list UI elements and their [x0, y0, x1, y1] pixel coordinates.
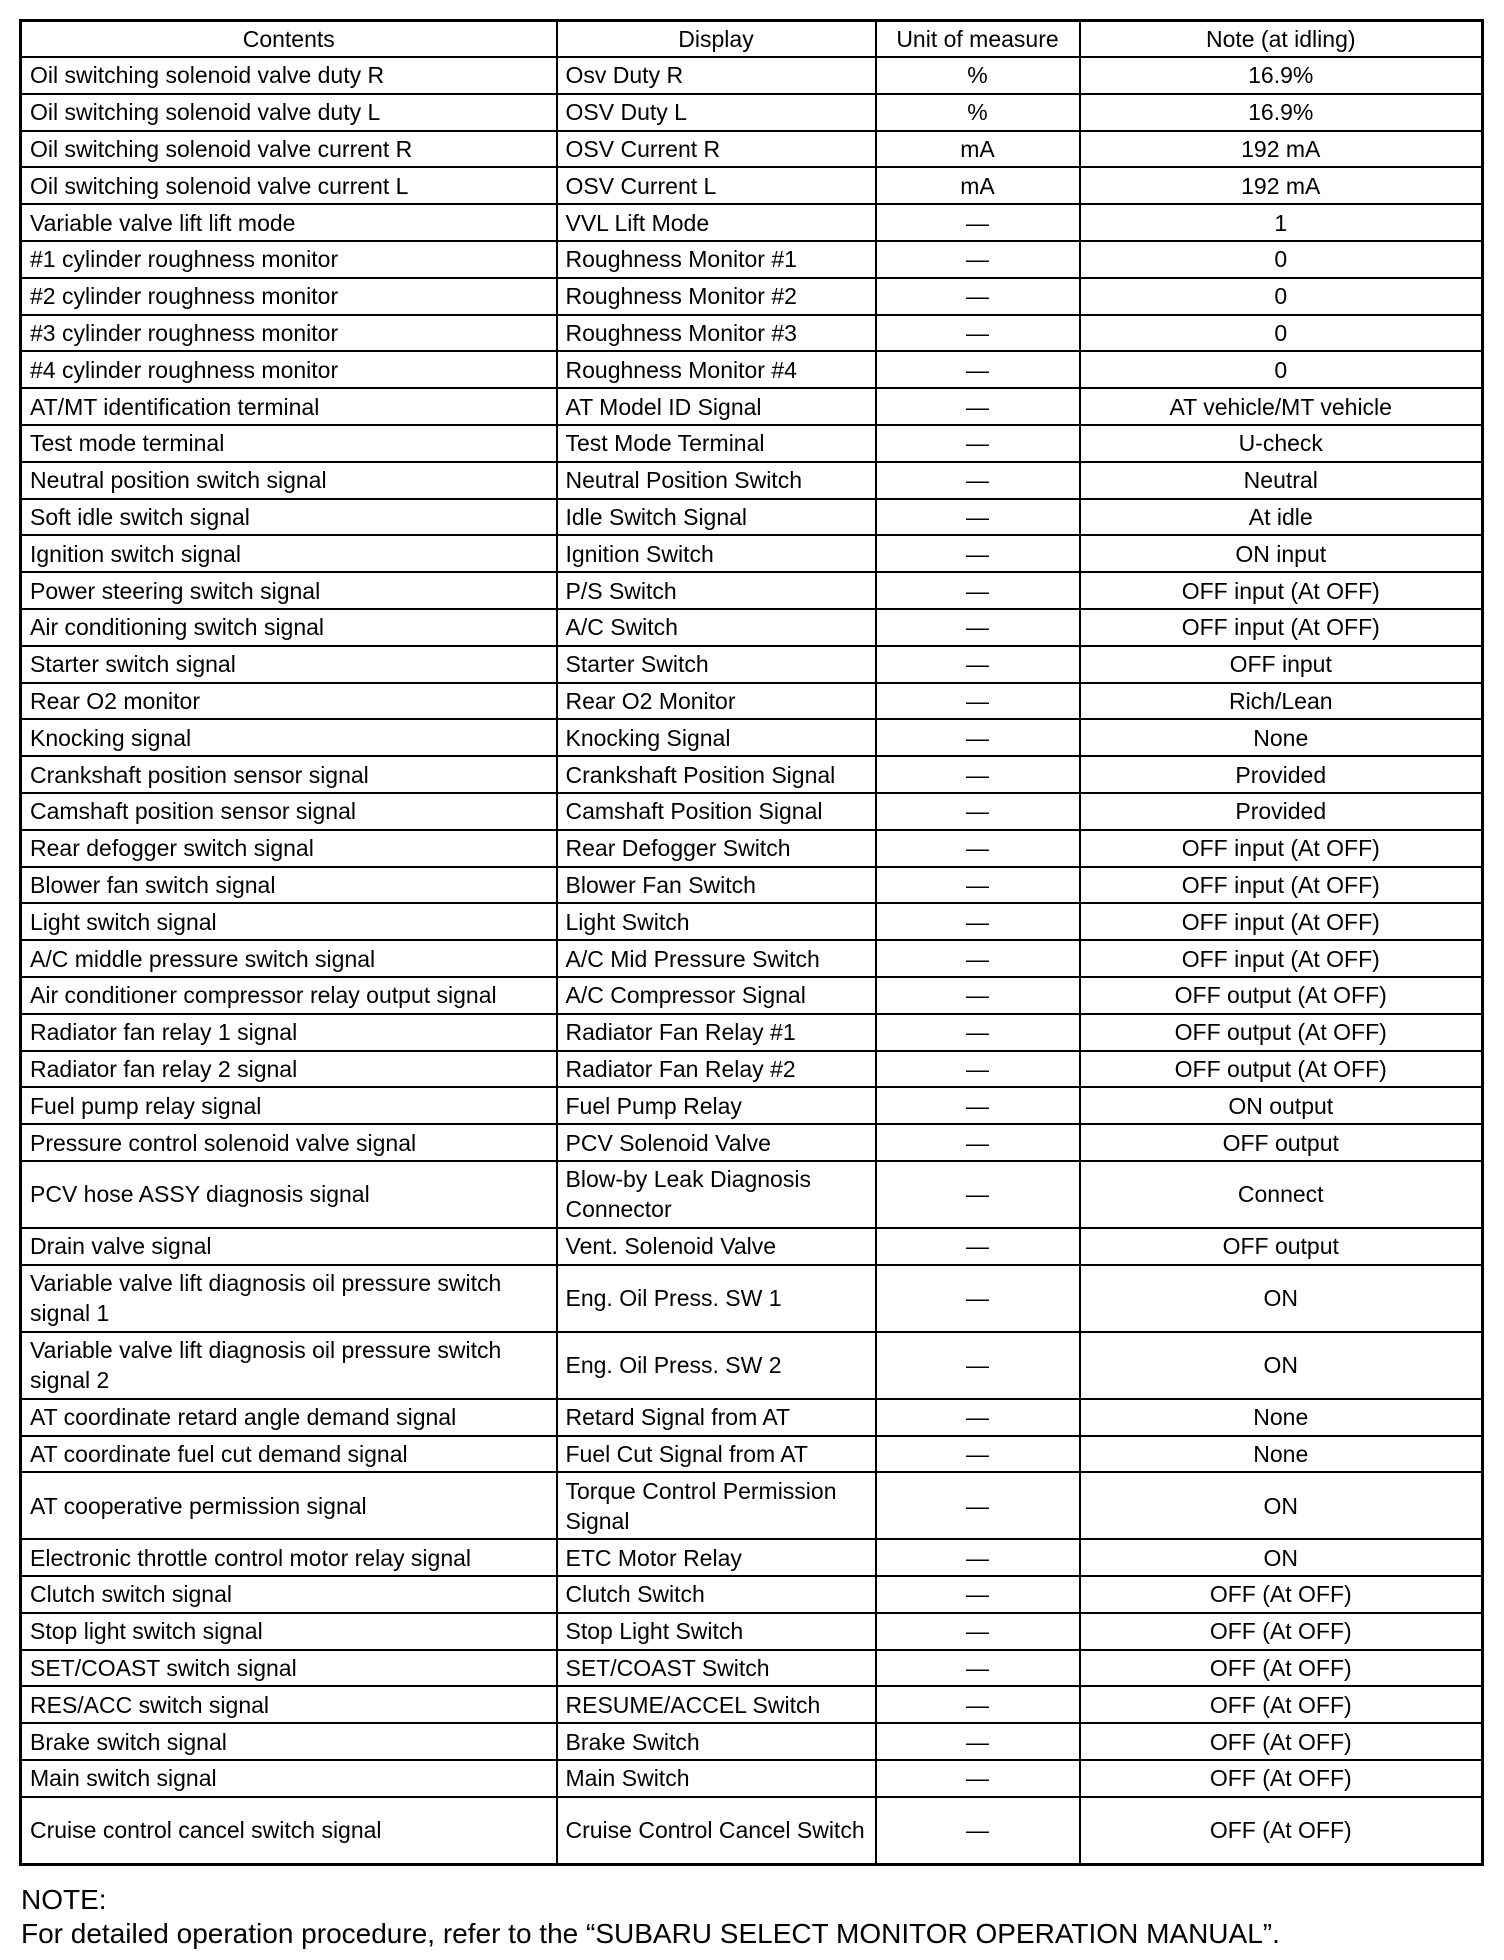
- cell-note: OFF (At OFF): [1080, 1723, 1483, 1760]
- cell-contents: Variable valve lift diagnosis oil pressure switch signal 1: [21, 1265, 557, 1332]
- cell-note: 0: [1080, 351, 1483, 388]
- table-row: [21, 646, 1483, 683]
- table-row: [21, 1613, 1483, 1650]
- cell-display: Knocking Signal: [557, 719, 876, 756]
- cell-display: Retard Signal from AT: [557, 1399, 876, 1436]
- cell-unit: —: [876, 1797, 1080, 1865]
- cell-note: 0: [1080, 315, 1483, 352]
- cell-display: OSV Current L: [557, 167, 876, 204]
- cell-display: P/S Switch: [557, 572, 876, 609]
- cell-note: OFF output: [1080, 1124, 1483, 1161]
- cell-display: Crankshaft Position Signal: [557, 756, 876, 793]
- cell-unit: —: [876, 867, 1080, 904]
- cell-display: Rear O2 Monitor: [557, 683, 876, 720]
- cell-contents: Neutral position switch signal: [21, 462, 557, 499]
- cell-note: OFF (At OFF): [1080, 1650, 1483, 1687]
- cell-contents: AT cooperative permission signal: [21, 1472, 557, 1539]
- cell-contents: Blower fan switch signal: [21, 867, 557, 904]
- cell-unit: —: [876, 1613, 1080, 1650]
- cell-contents: Clutch switch signal: [21, 1576, 557, 1613]
- table-row: [21, 1797, 1483, 1865]
- cell-unit: —: [876, 499, 1080, 536]
- cell-unit: —: [876, 1124, 1080, 1161]
- cell-unit: —: [876, 388, 1080, 425]
- cell-contents: Brake switch signal: [21, 1723, 557, 1760]
- cell-note: At idle: [1080, 499, 1483, 536]
- table-row: [21, 351, 1483, 388]
- cell-note: ON: [1080, 1332, 1483, 1399]
- cell-contents: Cruise control cancel switch signal: [21, 1797, 557, 1865]
- table-row: [21, 167, 1483, 204]
- cell-note: OFF (At OFF): [1080, 1613, 1483, 1650]
- table-row: [21, 1124, 1483, 1161]
- cell-unit: mA: [876, 167, 1080, 204]
- cell-note: 192 mA: [1080, 167, 1483, 204]
- cell-display: ETC Motor Relay: [557, 1539, 876, 1576]
- cell-note: Provided: [1080, 793, 1483, 830]
- cell-note: OFF (At OFF): [1080, 1760, 1483, 1797]
- table-row: [21, 499, 1483, 536]
- cell-contents: Crankshaft position sensor signal: [21, 756, 557, 793]
- table-row: [21, 609, 1483, 646]
- table-row: [21, 57, 1483, 94]
- cell-note: 16.9%: [1080, 94, 1483, 131]
- cell-display: OSV Current R: [557, 131, 876, 168]
- cell-unit: —: [876, 204, 1080, 241]
- cell-contents: Oil switching solenoid valve duty L: [21, 94, 557, 131]
- table-row: [21, 1686, 1483, 1723]
- cell-display: A/C Switch: [557, 609, 876, 646]
- cell-unit: —: [876, 315, 1080, 352]
- cell-contents: Variable valve lift lift mode: [21, 204, 557, 241]
- cell-note: Rich/Lean: [1080, 683, 1483, 720]
- header-unit: Unit of measure: [876, 21, 1080, 58]
- cell-contents: Stop light switch signal: [21, 1613, 557, 1650]
- table-row: [21, 1399, 1483, 1436]
- cell-note: OFF input (At OFF): [1080, 572, 1483, 609]
- cell-unit: —: [876, 793, 1080, 830]
- cell-contents: #4 cylinder roughness monitor: [21, 351, 557, 388]
- cell-contents: Drain valve signal: [21, 1228, 557, 1265]
- cell-display: Main Switch: [557, 1760, 876, 1797]
- table-row: [21, 977, 1483, 1014]
- table-row: [21, 1472, 1483, 1539]
- cell-unit: —: [876, 646, 1080, 683]
- table-row: [21, 1087, 1483, 1124]
- cell-unit: —: [876, 719, 1080, 756]
- cell-note: None: [1080, 719, 1483, 756]
- cell-unit: —: [876, 425, 1080, 462]
- table-row: [21, 1161, 1483, 1228]
- cell-unit: —: [876, 1399, 1080, 1436]
- table-row: [21, 1539, 1483, 1576]
- cell-display: Fuel Cut Signal from AT: [557, 1436, 876, 1473]
- cell-display: Rear Defogger Switch: [557, 830, 876, 867]
- cell-contents: Pressure control solenoid valve signal: [21, 1124, 557, 1161]
- cell-note: OFF output (At OFF): [1080, 1051, 1483, 1088]
- cell-display: Camshaft Position Signal: [557, 793, 876, 830]
- cell-note: OFF input (At OFF): [1080, 903, 1483, 940]
- cell-display: Roughness Monitor #2: [557, 278, 876, 315]
- cell-note: OFF output: [1080, 1228, 1483, 1265]
- cell-unit: %: [876, 94, 1080, 131]
- cell-note: ON output: [1080, 1087, 1483, 1124]
- cell-unit: —: [876, 1051, 1080, 1088]
- note-label: NOTE:: [21, 1884, 107, 1915]
- cell-contents: Ignition switch signal: [21, 535, 557, 572]
- cell-display: Clutch Switch: [557, 1576, 876, 1613]
- cell-contents: #2 cylinder roughness monitor: [21, 278, 557, 315]
- cell-display: Eng. Oil Press. SW 2: [557, 1332, 876, 1399]
- cell-note: OFF output (At OFF): [1080, 977, 1483, 1014]
- cell-display: Stop Light Switch: [557, 1613, 876, 1650]
- cell-contents: Air conditioner compressor relay output signal: [21, 977, 557, 1014]
- cell-note: 0: [1080, 278, 1483, 315]
- table-row: [21, 204, 1483, 241]
- cell-unit: —: [876, 940, 1080, 977]
- cell-display: Blower Fan Switch: [557, 867, 876, 904]
- cell-display: Cruise Control Cancel Switch: [557, 1797, 876, 1865]
- cell-display: AT Model ID Signal: [557, 388, 876, 425]
- cell-unit: —: [876, 1723, 1080, 1760]
- cell-unit: —: [876, 903, 1080, 940]
- cell-unit: —: [876, 278, 1080, 315]
- cell-display: SET/COAST Switch: [557, 1650, 876, 1687]
- cell-display: VVL Lift Mode: [557, 204, 876, 241]
- cell-contents: Electronic throttle control motor relay signal: [21, 1539, 557, 1576]
- cell-display: Roughness Monitor #3: [557, 315, 876, 352]
- table-row: [21, 793, 1483, 830]
- cell-note: OFF input (At OFF): [1080, 867, 1483, 904]
- header-contents: Contents: [21, 21, 557, 58]
- cell-display: Torque Control Permission Signal: [557, 1472, 876, 1539]
- cell-display: Test Mode Terminal: [557, 425, 876, 462]
- header-display: Display: [557, 21, 876, 58]
- cell-unit: —: [876, 1265, 1080, 1332]
- cell-contents: Variable valve lift diagnosis oil pressure switch signal 2: [21, 1332, 557, 1399]
- note-text: For detailed operation procedure, refer to the “SUBARU SELECT MONITOR OPERATION MANUAL”.: [21, 1918, 1280, 1949]
- cell-unit: —: [876, 977, 1080, 1014]
- cell-contents: SET/COAST switch signal: [21, 1650, 557, 1687]
- table-row: [21, 315, 1483, 352]
- table-row: [21, 1760, 1483, 1797]
- header-note: Note (at idling): [1080, 21, 1483, 58]
- cell-note: 1: [1080, 204, 1483, 241]
- table-row: [21, 1228, 1483, 1265]
- cell-contents: Rear defogger switch signal: [21, 830, 557, 867]
- cell-contents: Oil switching solenoid valve duty R: [21, 57, 557, 94]
- cell-contents: Starter switch signal: [21, 646, 557, 683]
- cell-unit: —: [876, 1472, 1080, 1539]
- cell-note: 0: [1080, 241, 1483, 278]
- cell-contents: PCV hose ASSY diagnosis signal: [21, 1161, 557, 1228]
- table-header-row: [21, 21, 1483, 58]
- cell-unit: —: [876, 535, 1080, 572]
- cell-display: Roughness Monitor #4: [557, 351, 876, 388]
- cell-display: Roughness Monitor #1: [557, 241, 876, 278]
- table-row: [21, 572, 1483, 609]
- cell-unit: —: [876, 1332, 1080, 1399]
- cell-display: A/C Mid Pressure Switch: [557, 940, 876, 977]
- cell-contents: Main switch signal: [21, 1760, 557, 1797]
- cell-note: U-check: [1080, 425, 1483, 462]
- cell-note: None: [1080, 1399, 1483, 1436]
- cell-display: Osv Duty R: [557, 57, 876, 94]
- cell-note: OFF input (At OFF): [1080, 940, 1483, 977]
- cell-unit: —: [876, 1760, 1080, 1797]
- cell-unit: —: [876, 609, 1080, 646]
- cell-contents: Camshaft position sensor signal: [21, 793, 557, 830]
- table-row: [21, 94, 1483, 131]
- table-row: [21, 131, 1483, 168]
- cell-note: 192 mA: [1080, 131, 1483, 168]
- cell-note: 16.9%: [1080, 57, 1483, 94]
- cell-contents: Oil switching solenoid valve current R: [21, 131, 557, 168]
- cell-note: OFF output (At OFF): [1080, 1014, 1483, 1051]
- cell-contents: Light switch signal: [21, 903, 557, 940]
- cell-unit: —: [876, 241, 1080, 278]
- cell-contents: AT/MT identification terminal: [21, 388, 557, 425]
- cell-note: Provided: [1080, 756, 1483, 793]
- table-row: [21, 1014, 1483, 1051]
- cell-unit: mA: [876, 131, 1080, 168]
- table-row: [21, 719, 1483, 756]
- table-row: [21, 1051, 1483, 1088]
- table-row: [21, 756, 1483, 793]
- cell-display: Neutral Position Switch: [557, 462, 876, 499]
- table-row: [21, 1576, 1483, 1613]
- cell-note: OFF input (At OFF): [1080, 609, 1483, 646]
- table-row: [21, 425, 1483, 462]
- cell-unit: —: [876, 462, 1080, 499]
- cell-contents: Oil switching solenoid valve current L: [21, 167, 557, 204]
- cell-display: OSV Duty L: [557, 94, 876, 131]
- cell-unit: —: [876, 1686, 1080, 1723]
- cell-note: OFF input: [1080, 646, 1483, 683]
- cell-contents: Test mode terminal: [21, 425, 557, 462]
- cell-unit: —: [876, 351, 1080, 388]
- cell-unit: —: [876, 683, 1080, 720]
- cell-contents: Power steering switch signal: [21, 572, 557, 609]
- cell-note: ON: [1080, 1265, 1483, 1332]
- table-row: [21, 940, 1483, 977]
- cell-note: Neutral: [1080, 462, 1483, 499]
- cell-unit: —: [876, 1539, 1080, 1576]
- table-row: [21, 462, 1483, 499]
- cell-note: OFF (At OFF): [1080, 1797, 1483, 1865]
- cell-unit: —: [876, 1228, 1080, 1265]
- cell-display: Starter Switch: [557, 646, 876, 683]
- cell-contents: AT coordinate retard angle demand signal: [21, 1399, 557, 1436]
- table-row: [21, 241, 1483, 278]
- table-row: [21, 1723, 1483, 1760]
- cell-unit: %: [876, 57, 1080, 94]
- table-row: [21, 867, 1483, 904]
- cell-contents: Radiator fan relay 1 signal: [21, 1014, 557, 1051]
- cell-display: Brake Switch: [557, 1723, 876, 1760]
- cell-unit: —: [876, 572, 1080, 609]
- cell-unit: —: [876, 756, 1080, 793]
- table-row: [21, 1332, 1483, 1399]
- cell-unit: —: [876, 1087, 1080, 1124]
- cell-contents: Rear O2 monitor: [21, 683, 557, 720]
- cell-note: ON: [1080, 1472, 1483, 1539]
- table-row: [21, 830, 1483, 867]
- cell-display: Light Switch: [557, 903, 876, 940]
- table-row: [21, 388, 1483, 425]
- cell-note: OFF input (At OFF): [1080, 830, 1483, 867]
- cell-display: Blow-by Leak Diagnosis Connector: [557, 1161, 876, 1228]
- data-monitor-table: [19, 19, 1484, 1866]
- cell-contents: Fuel pump relay signal: [21, 1087, 557, 1124]
- table-row: [21, 683, 1483, 720]
- cell-display: Vent. Solenoid Valve: [557, 1228, 876, 1265]
- cell-unit: —: [876, 1650, 1080, 1687]
- cell-contents: #1 cylinder roughness monitor: [21, 241, 557, 278]
- cell-note: OFF (At OFF): [1080, 1686, 1483, 1723]
- cell-display: Fuel Pump Relay: [557, 1087, 876, 1124]
- cell-display: Idle Switch Signal: [557, 499, 876, 536]
- cell-display: A/C Compressor Signal: [557, 977, 876, 1014]
- cell-note: ON: [1080, 1539, 1483, 1576]
- table-row: [21, 535, 1483, 572]
- cell-unit: —: [876, 1161, 1080, 1228]
- cell-contents: Air conditioning switch signal: [21, 609, 557, 646]
- cell-unit: —: [876, 1436, 1080, 1473]
- cell-contents: Knocking signal: [21, 719, 557, 756]
- table-row: [21, 1265, 1483, 1332]
- cell-note: Connect: [1080, 1161, 1483, 1228]
- table-row: [21, 1436, 1483, 1473]
- cell-contents: #3 cylinder roughness monitor: [21, 315, 557, 352]
- table-row: [21, 1650, 1483, 1687]
- cell-contents: AT coordinate fuel cut demand signal: [21, 1436, 557, 1473]
- cell-contents: A/C middle pressure switch signal: [21, 940, 557, 977]
- cell-unit: —: [876, 830, 1080, 867]
- cell-note: None: [1080, 1436, 1483, 1473]
- cell-display: PCV Solenoid Valve: [557, 1124, 876, 1161]
- cell-note: ON input: [1080, 535, 1483, 572]
- cell-display: Eng. Oil Press. SW 1: [557, 1265, 876, 1332]
- cell-display: Radiator Fan Relay #1: [557, 1014, 876, 1051]
- cell-contents: Radiator fan relay 2 signal: [21, 1051, 557, 1088]
- cell-display: Radiator Fan Relay #2: [557, 1051, 876, 1088]
- cell-display: RESUME/ACCEL Switch: [557, 1686, 876, 1723]
- cell-note: AT vehicle/MT vehicle: [1080, 388, 1483, 425]
- cell-display: Ignition Switch: [557, 535, 876, 572]
- table-row: [21, 903, 1483, 940]
- cell-unit: —: [876, 1576, 1080, 1613]
- cell-contents: RES/ACC switch signal: [21, 1686, 557, 1723]
- table-row: [21, 278, 1483, 315]
- cell-note: OFF (At OFF): [1080, 1576, 1483, 1613]
- cell-unit: —: [876, 1014, 1080, 1051]
- cell-contents: Soft idle switch signal: [21, 499, 557, 536]
